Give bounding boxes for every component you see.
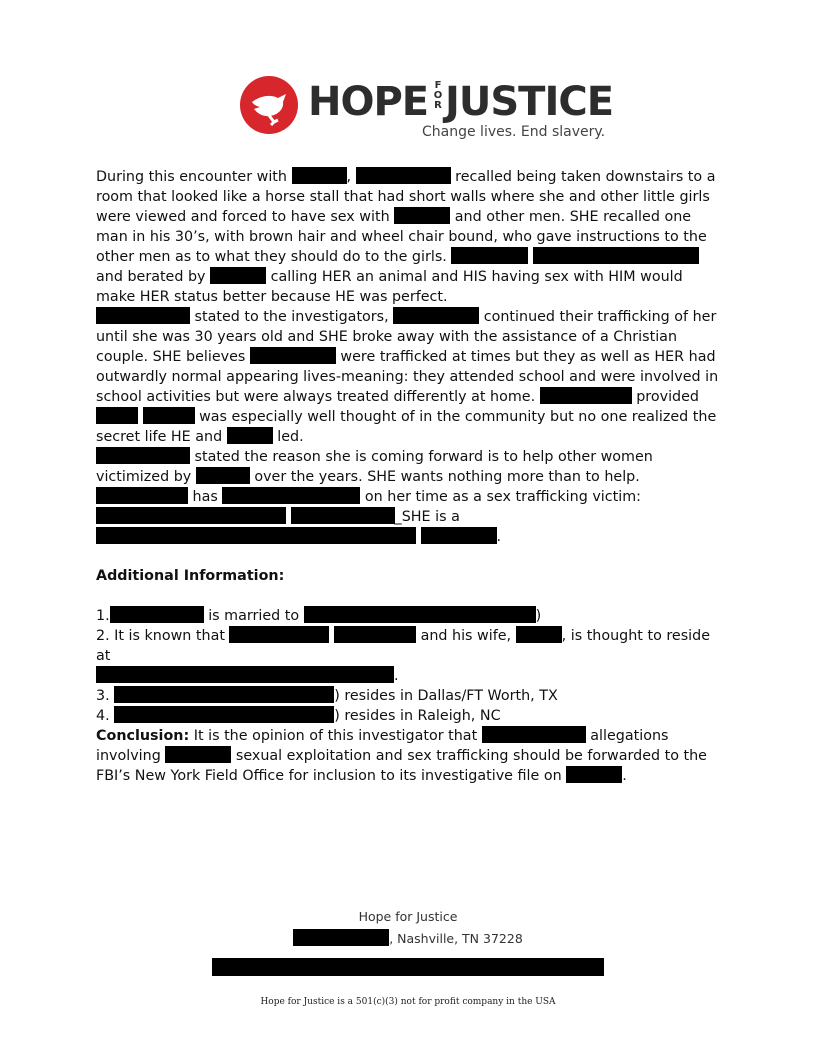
- conclusion-paragraph: Conclusion: It is the opinion of this investigator that allegations involving sexual exploitation and sex trafficking should be forwarded to the FBI’s New York Field Office for inclusion to its investigative file on .: [96, 728, 707, 784]
- redaction-box: [96, 307, 190, 324]
- redaction-box: [196, 467, 250, 484]
- bird-key-logo-icon: [240, 76, 298, 134]
- redaction-box: [482, 726, 586, 743]
- redaction-box: [222, 487, 360, 504]
- redaction-box: [114, 686, 334, 703]
- redaction-box: [334, 626, 416, 643]
- logo-for-text: FOR: [433, 80, 443, 111]
- footer-org-name: Hope for Justice: [358, 909, 458, 924]
- redaction-box: [421, 527, 497, 544]
- redaction-box: [143, 407, 195, 424]
- redaction-box: [114, 706, 334, 723]
- paragraph: During this encounter with , recalled being taken downstairs to a room that looked like a horse stall that had short walls where she and other little girls were viewed and forced to have sex with and other men. SHE recalled one man in his 30’s, with brown hair and wheel chair bound, who gave instructions to the other men as to what they should do to the girls. and berated by calling HER an animal and HIS having sex with HIM would make HER status better because HE was perfect.: [96, 169, 716, 305]
- redaction-box: [110, 606, 204, 623]
- redaction-box: [96, 487, 188, 504]
- logo-tagline: Change lives. End slavery.: [422, 124, 606, 140]
- redaction-box: [566, 766, 622, 783]
- redaction-box: [229, 626, 329, 643]
- redaction-box: [451, 247, 528, 264]
- redaction-box: [96, 407, 138, 424]
- redaction-box: [96, 666, 394, 683]
- list-item: 3. ) resides in Dallas/FT Worth, TX: [96, 688, 558, 704]
- redaction-box: [291, 507, 395, 524]
- list-item: 1. is married to ): [96, 608, 542, 624]
- footer-legal-notice: Hope for Justice is a 501(c)(3) not for profit company in the USA: [260, 997, 556, 1007]
- redaction-box: [533, 247, 699, 264]
- redaction-box: [292, 167, 347, 184]
- narrative-body: [96, 167, 721, 547]
- redaction-box: [356, 167, 451, 184]
- paragraph: stated to the investigators, continued their trafficking of her until she was 30 years old and SHE broke away with the assistance of a Christian couple. SHE believes were trafficked at times but they as well as HER had outwardly normal appearing lives-meaning: they attended school and were involved in school activities but were always treated differently at home. provided was especially well thought of in the community but no one realized the secret life HE and led.: [96, 309, 719, 445]
- redaction-box: [540, 387, 632, 404]
- redaction-box: [250, 347, 336, 364]
- redaction-box: [516, 626, 562, 643]
- redaction-box: [293, 929, 389, 946]
- additional-information: [96, 566, 721, 726]
- logo-justice-text: JUSTICE: [445, 79, 614, 125]
- footer-address: , Nashville, TN 37228: [0, 929, 816, 946]
- redaction-box: [304, 606, 536, 623]
- redaction-box: [210, 267, 266, 284]
- logo-hope-text: HOPE: [308, 79, 429, 125]
- redaction-box: [393, 307, 479, 324]
- redaction-box: [165, 746, 231, 763]
- list-item: 4. ) resides in Raleigh, NC: [96, 708, 501, 724]
- redaction-box: [394, 207, 450, 224]
- list-item: 2. It is known that and his wife, , is thought to reside at: [96, 628, 711, 664]
- paragraph: stated the reason she is coming forward is to help other women victimized by over the years. SHE wants nothing more than to help. has on her time as a sex trafficking victim: _SHE is a .: [96, 449, 653, 545]
- redaction-box: [227, 427, 273, 444]
- conclusion: [96, 726, 721, 786]
- list-item: .: [96, 666, 721, 686]
- redaction-box: [212, 958, 604, 976]
- conclusion-label: Conclusion:: [96, 728, 190, 744]
- redaction-box: [96, 447, 190, 464]
- redaction-box: [96, 507, 286, 524]
- redaction-box: [96, 527, 416, 544]
- section-heading: Additional Information:: [96, 568, 285, 584]
